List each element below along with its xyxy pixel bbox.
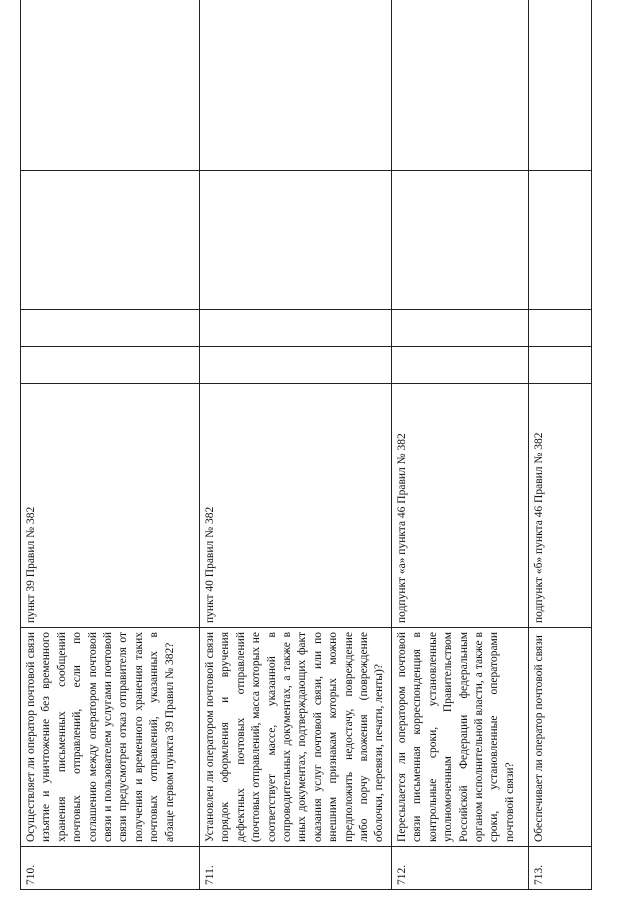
legal-reference: подпункт «б» пункта 46 Правил № 382 bbox=[529, 384, 592, 628]
answer-cell-yes bbox=[21, 347, 200, 384]
notes-cell bbox=[21, 0, 200, 171]
row-number: 713. bbox=[529, 847, 592, 890]
answer-cell-no bbox=[392, 310, 529, 347]
table-row bbox=[529, 0, 592, 890]
table-row bbox=[200, 0, 392, 890]
answer-cell-na bbox=[529, 171, 592, 310]
answer-cell-na bbox=[392, 171, 529, 310]
answer-cell-yes bbox=[200, 347, 392, 384]
checklist-table bbox=[20, 0, 592, 890]
question-text: Осуществляет ли оператор почтовой связи изъятие и уничтожение без временного хранения письменных сообщений почтовых отправлений, если по соглашению между оператором почтовой связи и пользователем услугами почтовой связи предусмотрен отказ отправителя от получения и временного хранения таких почтовых отправлений, указанных в абзаце первом пункта 39 Правил № 382? bbox=[21, 628, 200, 847]
answer-cell-na bbox=[21, 171, 200, 310]
row-number: 710. bbox=[21, 847, 200, 890]
question-text: Пересылается ли оператором почтовой связи письменная корреспонденция в контрольные сроки, установленные уполномоченным Правительством Российской Федерации федеральным органом исполнительной власти, а также в сроки, установленные операторами почтовой связи? bbox=[392, 628, 529, 847]
document-sheet bbox=[20, 20, 620, 890]
legal-reference: пункт 40 Правил № 382 bbox=[200, 384, 392, 628]
answer-cell-no bbox=[200, 310, 392, 347]
row-number: 712. bbox=[392, 847, 529, 890]
notes-cell bbox=[392, 0, 529, 171]
question-text: Установлен ли оператором почтовой связи порядок оформления и вручения дефектных почтовых отправлений (почтовых отправлений, масса которых не соответствует массе, указанной в сопроводительных документах, а также в иных документах, подтверждающих факт оказания услуг почтовой связи, или по внешним признакам которых можно предположить недостачу, повреждение либо порчу вложения (повреждение оболочки, перевязи, печати, ленты)? bbox=[200, 628, 392, 847]
answer-cell-no bbox=[21, 310, 200, 347]
rotated-table-container bbox=[20, 20, 620, 890]
answer-cell-na bbox=[200, 171, 392, 310]
table-row bbox=[21, 0, 200, 890]
legal-reference: подпункт «а» пункта 46 Правил № 382 bbox=[392, 384, 529, 628]
question-text: Обеспечивает ли оператор почтовой связи bbox=[529, 628, 592, 847]
legal-reference: пункт 39 Правил № 382 bbox=[21, 384, 200, 628]
notes-cell bbox=[529, 0, 592, 171]
notes-cell bbox=[200, 0, 392, 171]
table-row bbox=[392, 0, 529, 890]
answer-cell-no bbox=[529, 310, 592, 347]
answer-cell-yes bbox=[529, 347, 592, 384]
answer-cell-yes bbox=[392, 347, 529, 384]
row-number: 711. bbox=[200, 847, 392, 890]
